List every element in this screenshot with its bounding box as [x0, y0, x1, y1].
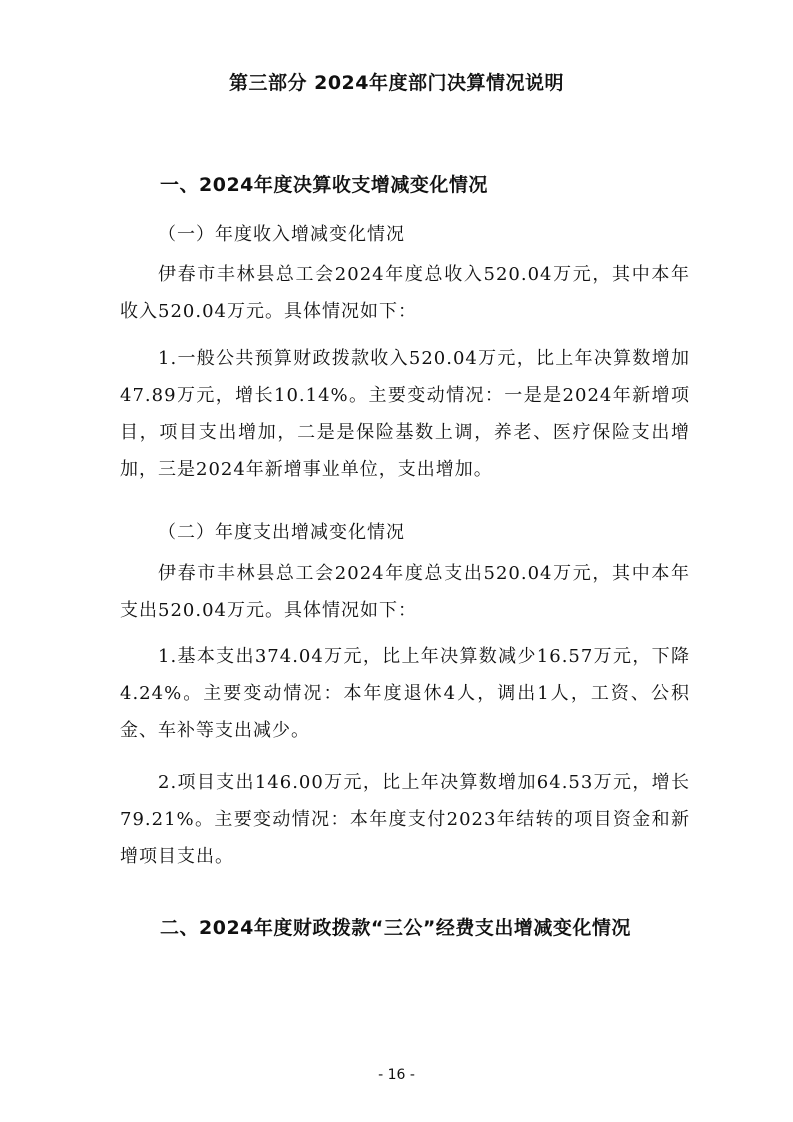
expenditure-summary-paragraph: 伊春市丰林县总工会2024年度总支出520.04万元，其中本年支出520.04万元。具体情况如下： [120, 563, 690, 621]
expenditure-subheading: （二）年度支出增减变化情况 [158, 522, 405, 543]
section-heading-2: 二、2024年度财政拨款“三公”经费支出增减变化情况 [160, 917, 631, 939]
expenditure-item-2-paragraph: 2.项目支出146.00万元，比上年决算数增加64.53万元，增长79.21%。主要变动情况：本年度支付2023年结转的项目资金和新增项目支出。 [120, 772, 690, 867]
section-heading-1: 一、2024年度决算收支增减变化情况 [160, 174, 488, 196]
expenditure-item-1-paragraph: 1.基本支出374.04万元，比上年决算数减少16.57万元，下降4.24%。主要变动情况：本年度退休4人，调出1人，工资、公积金、车补等支出减少。 [120, 646, 690, 741]
page-number: - 16 - [378, 1067, 415, 1083]
income-subheading: （一）年度收入增减变化情况 [158, 224, 405, 245]
page-title: 第三部分 2024年度部门决算情况说明 [229, 72, 564, 94]
income-item-1-paragraph: 1.一般公共预算财政拨款收入520.04万元，比上年决算数增加47.89万元，增长10.14%。主要变动情况：一是是2024年新增项目，项目支出增加，二是是保险基数上调，养老、医疗保险支出增加，三是2024年新增事业单位，支出增加。 [120, 348, 690, 480]
income-summary-paragraph: 伊春市丰林县总工会2024年度总收入520.04万元，其中本年收入520.04万元。具体情况如下： [120, 264, 690, 322]
